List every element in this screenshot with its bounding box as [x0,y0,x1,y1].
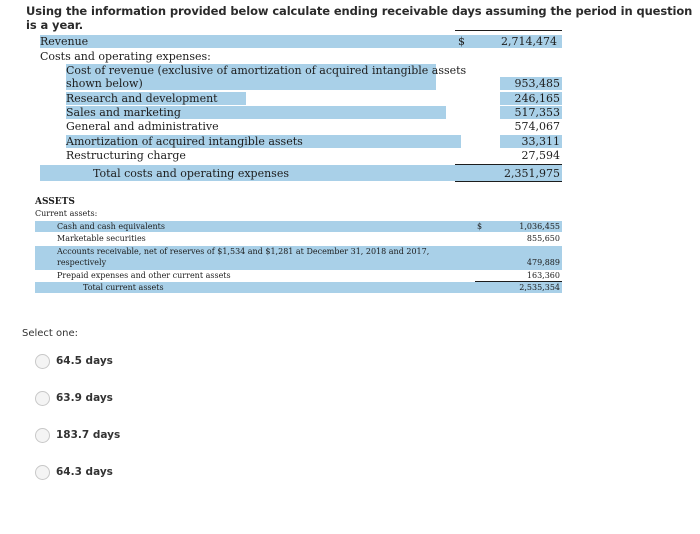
restructuring-label: Restructuring charge [66,149,186,162]
answer-option-label: 64.5 days [56,355,113,367]
general-administrative-value: 574,067 [514,120,560,133]
radio-button-icon[interactable] [35,428,50,443]
receivables-label-line2: respectively [57,258,107,267]
total-current-assets-value: 2,535,354 [519,283,560,292]
restructuring-value: 27,594 [521,149,560,162]
sales-marketing-value: 517,353 [514,106,560,119]
answer-option-2[interactable] [35,387,113,409]
select-one-prompt: Select one: [22,328,79,339]
radio-button-icon[interactable] [35,391,50,406]
revenue-row [40,35,562,48]
answer-option-1[interactable] [35,350,113,372]
total-current-assets-label: Total current assets [83,283,164,292]
amortization-label: Amortization of acquired intangible assets [66,135,461,148]
marketable-securities-value: 855,650 [526,234,560,243]
radio-button-icon[interactable] [35,354,50,369]
prepaid-label: Prepaid expenses and other current assets [57,271,231,280]
general-administrative-label: General and administrative [66,120,219,133]
revenue-label: Revenue [40,35,89,48]
receivables-label-line1: Accounts receivable, net of reserves of $1,534 and $1,281 at December 31, 2018 and 2017, [57,247,430,256]
amortization-value: 33,311 [521,135,560,148]
radio-button-icon[interactable] [35,465,50,480]
answer-option-label: 64.3 days [56,466,113,478]
total-costs-value: 2,351,975 [504,167,560,180]
cash-label: Cash and cash equivalents [57,222,165,231]
costs-header: Costs and operating expenses: [40,50,211,63]
revenue-value: 2,714,474 [501,35,557,48]
answer-option-label: 183.7 days [56,429,121,441]
receivables-value: 479,889 [526,258,560,267]
question-text: Using the information provided below calculate ending receivable days assuming the period in question is a year. [26,4,693,32]
revenue-top-rule [455,30,562,31]
cost-of-revenue-value: 953,485 [514,77,560,90]
answer-option-3[interactable] [35,424,120,446]
research-development-label: Research and development [66,92,246,105]
cost-of-revenue-label-line2: shown below) [66,77,436,90]
cash-currency: $ [477,222,483,231]
cash-value: 1,036,455 [519,222,560,231]
prepaid-value: 163,360 [526,271,560,280]
marketable-securities-label: Marketable securities [57,234,146,243]
research-development-value: 246,165 [514,92,560,105]
answer-option-label: 63.9 days [56,392,113,404]
assets-header: ASSETS [35,197,75,207]
revenue-currency: $ [458,35,465,48]
sales-marketing-label: Sales and marketing [66,106,446,119]
current-assets-header: Current assets: [35,209,98,218]
answer-option-4[interactable] [35,461,113,483]
total-costs-label: Total costs and operating expenses [93,167,289,180]
total-bottom-rule [455,181,562,182]
cost-of-revenue-label-line1: Cost of revenue (exclusive of amortization of acquired intangible assets [66,64,467,77]
